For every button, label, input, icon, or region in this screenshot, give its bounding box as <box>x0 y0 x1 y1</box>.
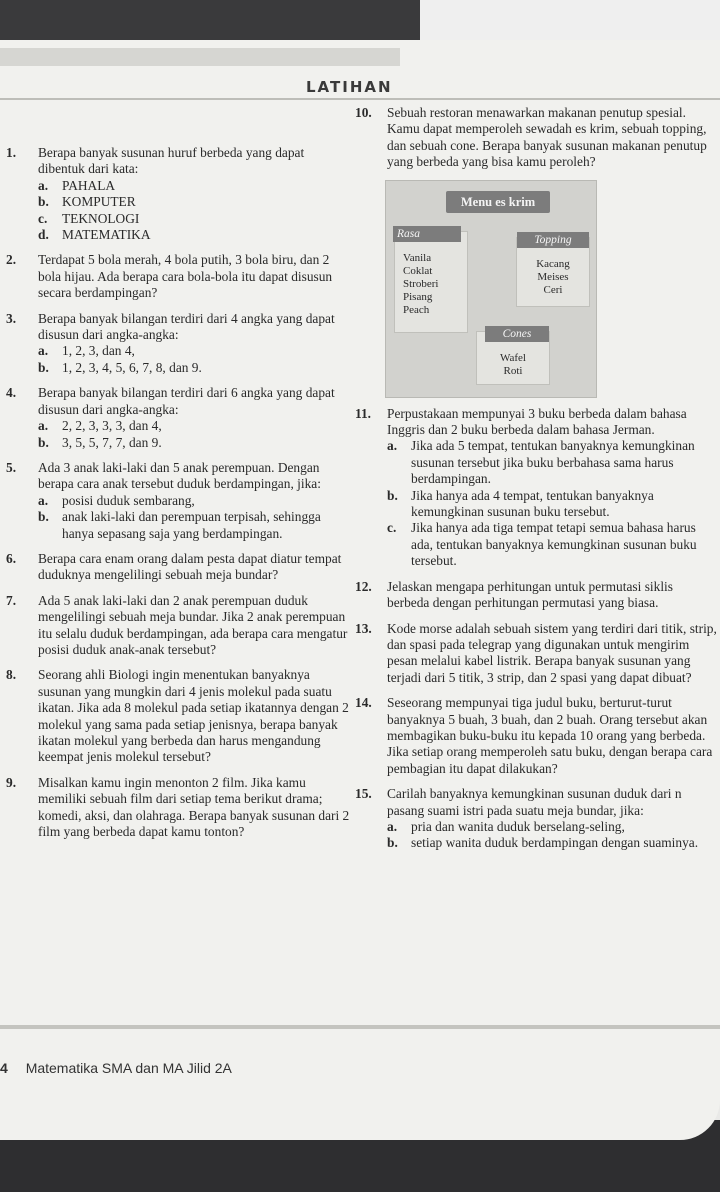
question-12 <box>355 579 717 612</box>
question-5 <box>6 460 351 542</box>
menu-item: Roti <box>503 364 523 377</box>
question-text: Carilah banyaknya kemungkinan susunan duduk dari n pasang suami istri pada suatu meja bundar, jika: <box>387 786 682 818</box>
topping-box <box>516 233 590 307</box>
question-body <box>387 406 717 570</box>
option-label: b. <box>38 359 49 375</box>
option-text: posisi duduk sembarang, <box>62 492 195 508</box>
question-2 <box>6 252 351 301</box>
rasa-items <box>403 252 438 317</box>
question-body <box>387 695 717 777</box>
option-label: a. <box>38 418 49 434</box>
question-list-right <box>355 406 717 852</box>
question-10 <box>355 105 717 171</box>
option-label: a. <box>387 818 398 834</box>
option-label: c. <box>387 520 397 536</box>
question-9 <box>6 775 351 841</box>
option-list <box>38 418 351 451</box>
question-number: 8. <box>6 667 17 683</box>
question-number: 3. <box>6 310 17 326</box>
option-text: pria dan wanita duduk berselang-seling, <box>411 818 625 834</box>
question-7 <box>6 593 351 659</box>
menu-title: Menu es krim <box>446 191 550 213</box>
option-label: d. <box>38 227 49 243</box>
question-text: Berapa banyak susunan huruf berbeda yang dapat dibentuk dari kata: <box>38 145 305 177</box>
option-item <box>38 360 351 376</box>
question-number: 13. <box>355 620 372 636</box>
option-list <box>38 178 351 244</box>
option-text: setiap wanita duduk berdampingan dengan suaminya. <box>411 835 699 851</box>
question-body <box>387 786 717 852</box>
option-item <box>387 488 717 521</box>
option-list <box>387 438 717 569</box>
question-number: 7. <box>6 592 17 608</box>
question-6 <box>6 551 351 584</box>
question-number: 12. <box>355 578 372 594</box>
cones-box <box>476 327 550 385</box>
option-text: KOMPUTER <box>62 194 136 210</box>
question-body <box>38 460 351 542</box>
question-text: Berapa banyak bilangan terdiri dari 4 angka yang dapat disusun dari angka-angka: <box>38 310 335 343</box>
question-text: Seorang ahli Biologi ingin menentukan banyaknya susunan yang mungkin dari 4 jenis molekul pada suatu ikatan. Jika ada 8 molekul pada setiap ikatannya dengan 2 molekul yang sama pada setiap jenisnya, berapa banyak ikatan molekul yang berbeda dan harus mengandung keempat jenis molekul tersebut? <box>38 667 349 765</box>
question-body <box>38 551 351 584</box>
question-3 <box>6 311 351 377</box>
option-text: TEKNOLOGI <box>62 210 140 226</box>
question-text: Jelaskan mengapa perhitungan untuk permutasi siklis berbeda dengan perhitungan permutasi yang biasa. <box>387 578 673 611</box>
page-footer <box>0 1060 232 1076</box>
question-14 <box>355 695 717 777</box>
question-8 <box>6 667 351 765</box>
question-number: 2. <box>6 252 17 268</box>
option-text: anak laki-laki dan perempuan terpisah, sehingga hanya sepasang saja yang berdampingan. <box>62 509 321 541</box>
header-rule <box>0 98 720 100</box>
menu-item: Meises <box>537 270 569 283</box>
question-text: Berapa cara enam orang dalam pesta dapat diatur tempat duduknya mengelilingi sebuah meja bundar? <box>38 550 342 583</box>
question-1 <box>6 145 351 243</box>
question-body <box>38 145 351 243</box>
question-text: Misalkan kamu ingin menonton 2 film. Jika kamu memiliki sebuah film dari setiap tema berikut drama; komedi, aksi, dan olahraga. Berapa banyak susunan dari 2 film yang berbeda dapat kamu tonton? <box>38 774 350 840</box>
question-number: 5. <box>6 459 17 475</box>
question-body <box>38 593 351 659</box>
menu-item: Vanila <box>403 251 432 264</box>
option-label: b. <box>38 509 49 525</box>
menu-item: Ceri <box>543 283 563 296</box>
question-text: Terdapat 5 bola merah, 4 bola putih, 3 bola biru, dan 2 bola hijau. Ada berapa cara bola-bola itu dapat disusun secara berdampingan? <box>38 252 333 301</box>
option-item <box>38 493 351 509</box>
question-body <box>38 252 351 301</box>
question-number: 11. <box>355 405 371 421</box>
option-text: Jika hanya ada 4 tempat, tentukan banyaknya kemungkinan susunan buku tersebut. <box>411 487 654 520</box>
option-text: Jika ada 5 tempat, tentukan banyaknya kemungkinan susunan tersebut jika buku berbahasa sama harus berdampingan. <box>411 438 695 487</box>
option-item <box>38 509 351 542</box>
option-label: b. <box>387 835 398 851</box>
question-text: Kode morse adalah sebuah sistem yang terdiri dari titik, strip, dan spasi pada telegrap yang digunakan untuk mengirim pesan melalui kabel listrik. Berapa banyak susunan yang terjadi dari 5 titik, 3 strip, dan 2 spasi yang dapat dibuat? <box>387 620 717 685</box>
option-text: 3, 5, 5, 7, 7, dan 9. <box>62 434 162 450</box>
menu-item: Stroberi <box>403 277 439 290</box>
option-text: PAHALA <box>62 177 116 193</box>
option-text: Jika hanya ada tiga tempat tetapi semua bahasa harus ada, tentukan banyaknya kemungkinan susunan buku tersebut. <box>411 520 697 569</box>
topping-items <box>517 258 589 297</box>
cones-items <box>477 352 549 378</box>
option-item <box>38 211 351 227</box>
question-text: Perpustakaan mempunyai 3 buku berbeda dalam bahasa Inggris dan 2 buku berbeda dalam bahasa Jerman. <box>387 405 687 438</box>
question-number: 14. <box>355 695 372 711</box>
menu-item: Wafel <box>500 351 526 364</box>
left-column <box>6 145 351 849</box>
question-11 <box>355 406 717 570</box>
section-title: LATIHAN <box>306 78 393 96</box>
menu-item: Peach <box>403 303 430 316</box>
question-text: Sebuah restoran menawarkan makanan penutup spesial. Kamu dapat memperoleh sewadah es krim, sebuah topping, dan sebuah cone. Berapa banyak susunan makanan penutup yang berbeda yang bisa kamu peroleh? <box>387 105 707 170</box>
question-number: 1. <box>6 145 17 160</box>
option-item <box>387 438 717 487</box>
option-list <box>38 343 351 376</box>
right-column <box>355 105 717 861</box>
option-label: a. <box>38 343 49 359</box>
question-15 <box>355 786 717 852</box>
footer-rule <box>0 1025 720 1029</box>
option-list <box>387 819 717 852</box>
question-body <box>387 621 717 687</box>
option-label: a. <box>38 177 49 193</box>
rasa-box <box>394 227 468 333</box>
question-number: 4. <box>6 385 17 401</box>
rasa-label: Rasa <box>393 226 461 242</box>
option-item <box>38 343 351 359</box>
option-item <box>387 835 717 851</box>
option-text: 1, 2, 3, dan 4, <box>62 343 135 359</box>
option-item <box>38 435 351 451</box>
question-body <box>387 579 717 612</box>
question-text: Seseorang mempunyai tiga judul buku, berturut-turut banyaknya 5 buah, 3 buah, dan 2 buah. Orang tersebut akan membagikan buku-buku itu kepada 10 orang yang berbeda. Jika setiap orang memperoleh satu buku, dengan berapa cara pembagian itu dapat dilakukan? <box>387 695 713 776</box>
question-body <box>38 775 351 841</box>
option-list <box>38 493 351 542</box>
question-text: Berapa banyak bilangan terdiri dari 6 angka yang dapat disusun dari angka-angka: <box>38 385 335 417</box>
question-number: 9. <box>6 774 17 790</box>
menu-item: Pisang <box>403 290 433 303</box>
option-item <box>387 819 717 835</box>
menu-item: Kacang <box>536 257 570 270</box>
option-label: b. <box>38 434 49 450</box>
cones-label: Cones <box>485 326 549 342</box>
ice-cream-menu <box>385 180 597 398</box>
option-label: c. <box>38 210 48 226</box>
option-text: 1, 2, 3, 4, 5, 6, 7, 8, dan 9. <box>62 359 202 375</box>
question-13 <box>355 621 717 687</box>
option-text: 2, 2, 3, 3, 3, dan 4, <box>62 418 162 434</box>
question-number: 10. <box>355 105 372 120</box>
question-4 <box>6 385 351 451</box>
question-number: 6. <box>6 550 17 566</box>
question-body <box>38 385 351 451</box>
option-label: a. <box>38 492 49 508</box>
question-list-left <box>6 145 351 840</box>
option-item <box>38 227 351 243</box>
page-number: 4 <box>0 1060 8 1076</box>
option-label: a. <box>387 438 398 454</box>
question-text: Ada 3 anak laki-laki dan 5 anak perempuan. Dengan berapa cara anak tersebut duduk berdampingan, jika: <box>38 459 321 492</box>
option-item <box>38 194 351 210</box>
question-text: Ada 5 anak laki-laki dan 2 anak perempuan duduk mengelilingi sebuah meja bundar. Jika 2 anak perempuan itu selalu duduk berdampingan, ada berapa cara mengatur posisi duduk anak-anak tersebut? <box>38 592 348 657</box>
question-body <box>38 311 351 377</box>
topping-label: Topping <box>517 232 589 248</box>
option-text: MATEMATIKA <box>62 227 151 243</box>
option-label: b. <box>38 194 49 210</box>
question-body <box>38 667 351 765</box>
menu-item: Coklat <box>403 264 433 277</box>
option-item <box>387 520 717 569</box>
question-number: 15. <box>355 786 372 802</box>
option-label: b. <box>387 487 398 503</box>
book-title: Matematika SMA dan MA Jilid 2A <box>25 1060 232 1076</box>
option-item <box>38 178 351 194</box>
header-band <box>0 48 400 66</box>
option-item <box>38 418 351 434</box>
